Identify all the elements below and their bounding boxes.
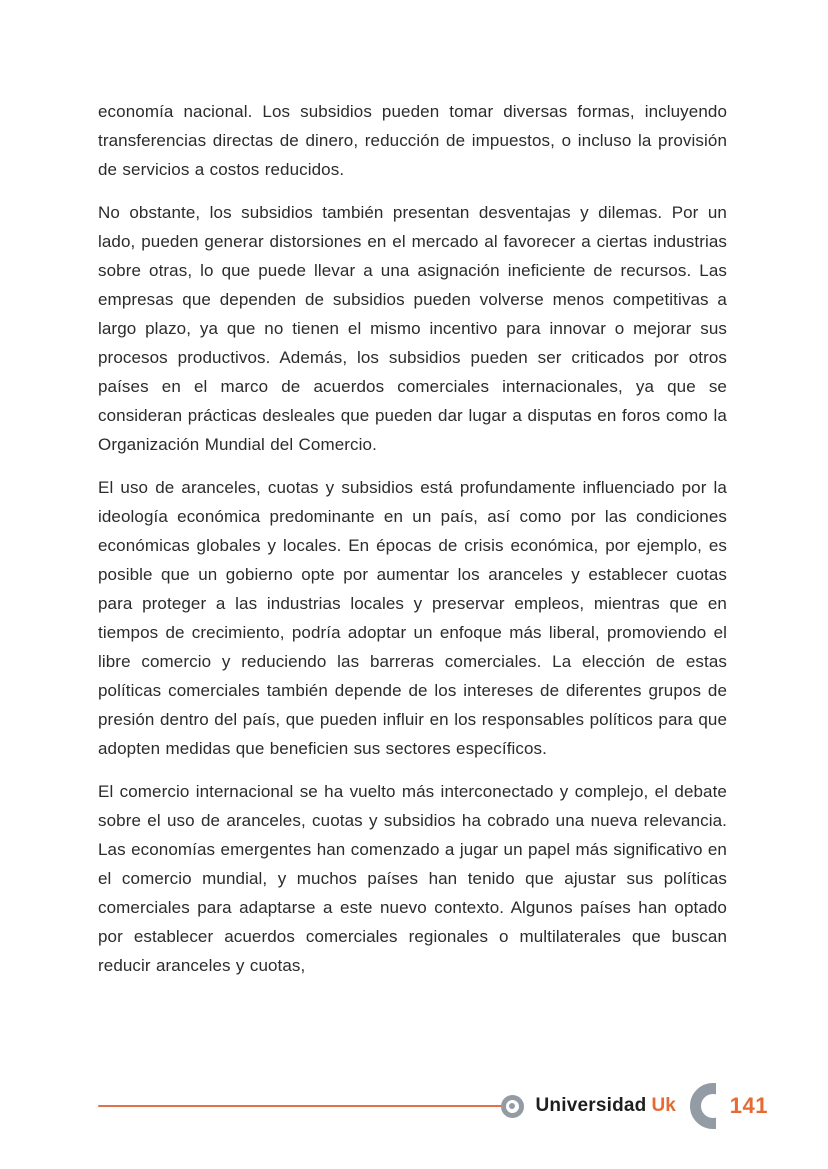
page-content bbox=[98, 97, 727, 994]
target-icon-dot bbox=[509, 1103, 515, 1109]
page-number: 141 bbox=[729, 1093, 768, 1118]
brand-suffix: Uk bbox=[651, 1095, 676, 1116]
crescent-icon bbox=[690, 1083, 716, 1129]
body-paragraph: El uso de aranceles, cuotas y subsidios está profundamente influenciado por la ideología económica predominante en un país, así como por las condiciones económicas globales y locales. En épocas de crisis económica, por ejemplo, es posible que un gobierno opte por aumentar los aranceles y establecer cuotas para proteger a las industrias locales y preservar empleos, mientras que en tiempos de crecimiento, podría adoptar un enfoque más liberal, promoviendo el libre comercio y reduciendo las barreras comerciales. La elección de estas políticas comerciales también depende de los intereses de diferentes grupos de presión dentro del país, que pueden influir en los responsables políticos para que adopten medidas que beneficien sus sectores específicos. bbox=[98, 478, 727, 758]
footer-divider-line bbox=[98, 1105, 502, 1107]
target-icon bbox=[501, 1095, 524, 1118]
page-footer bbox=[98, 1080, 768, 1132]
body-paragraph: El comercio internacional se ha vuelto más interconectado y complejo, el debate sobre el uso de aranceles, cuotas y subsidios ha cobrado una nueva relevancia. Las economías emergentes han comenzado a jugar un papel más significativo en el comercio mundial, y muchos países han tenido que ajustar sus políticas comerciales para adaptarse a este nuevo contexto. Algunos países han optado por establecer acuerdos comerciales regionales o multilaterales que buscan reducir aranceles y cuotas, bbox=[98, 782, 727, 975]
crescent-icon-ring bbox=[690, 1083, 716, 1129]
brand-name: Universidad bbox=[535, 1095, 647, 1116]
brand-logo bbox=[536, 1095, 676, 1117]
body-paragraph: economía nacional. Los subsidios pueden tomar diversas formas, incluyendo transferencias directas de dinero, reducción de impuestos, o incluso la provisión de servicios a costos reducidos. bbox=[98, 102, 727, 179]
body-paragraph: No obstante, los subsidios también presentan desventajas y dilemas. Por un lado, pueden generar distorsiones en el mercado al favorecer a ciertas industrias sobre otras, lo que puede llevar a una asignación ineficiente de recursos. Las empresas que dependen de subsidios pueden volverse menos competitivas a largo plazo, ya que no tienen el mismo incentivo para innovar o mejorar sus procesos productivos. Además, los subsidios pueden ser criticados por otros países en el marco de acuerdos comerciales internacionales, ya que se consideran prácticas desleales que pueden dar lugar a disputas en foros como la Organización Mundial del Comercio. bbox=[98, 203, 727, 454]
